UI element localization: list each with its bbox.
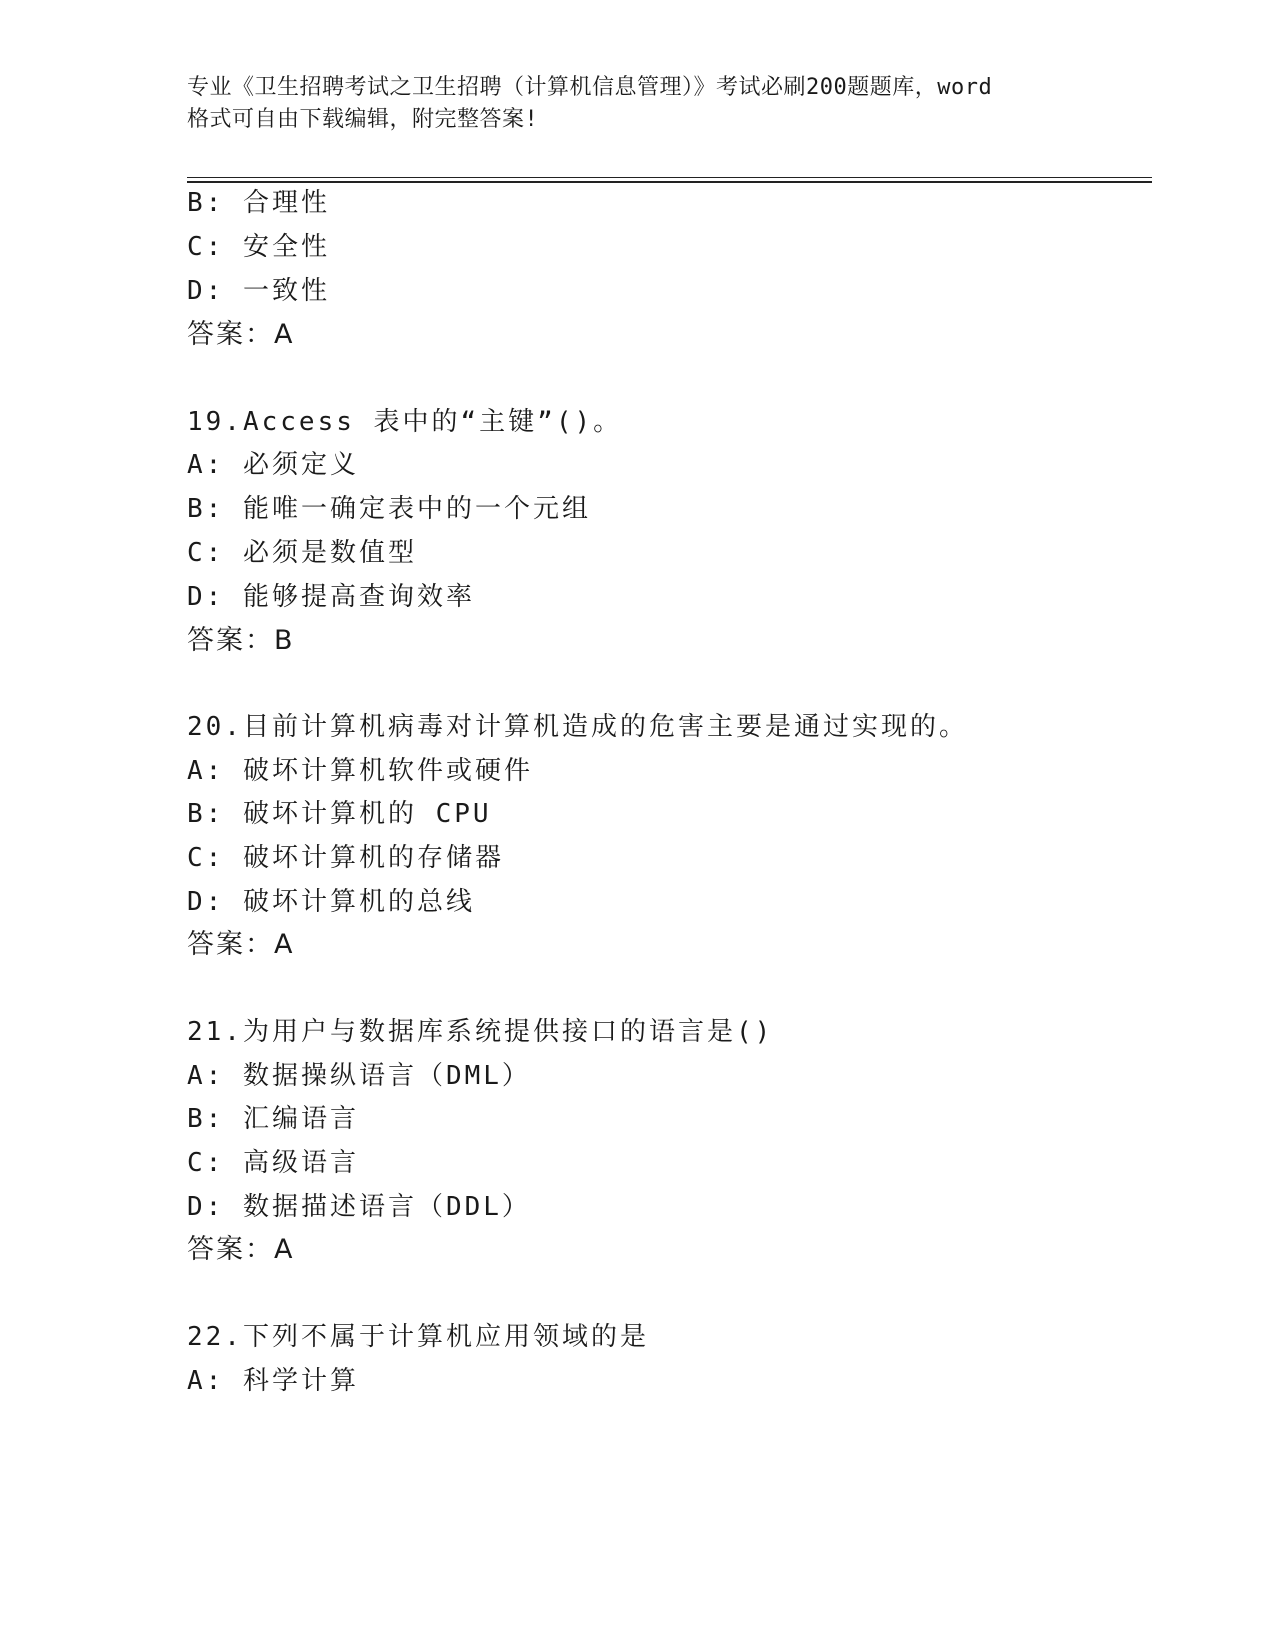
header-divider-thin <box>187 177 1152 178</box>
q18-option-d: D: 一致性 <box>187 276 330 306</box>
q19-option-c: C: 必须是数值型 <box>187 538 417 568</box>
q21-option-b: B: 汇编语言 <box>187 1104 359 1134</box>
q19-answer: 答案：B <box>187 625 295 656</box>
q22-question: 22.下列不属于计算机应用领域的是 <box>187 1322 649 1352</box>
q20-option-c: C: 破坏计算机的存储器 <box>187 843 504 873</box>
q20-question: 20.目前计算机病毒对计算机造成的危害主要是通过实现的。 <box>187 712 968 742</box>
q19-option-a: A: 必须定义 <box>187 450 359 480</box>
q18-option-b: B: 合理性 <box>187 188 330 218</box>
q19-option-b: B: 能唯一确定表中的一个元组 <box>187 494 591 524</box>
document-header <box>187 72 1087 136</box>
q21-answer: 答案：A <box>187 1234 295 1265</box>
header-line-2: 格式可自由下载编辑，附完整答案! <box>187 107 539 132</box>
q18-answer: 答案：A <box>187 319 295 350</box>
q21-question: 21.为用户与数据库系统提供接口的语言是() <box>187 1017 774 1047</box>
q20-option-b: B: 破坏计算机的 CPU <box>187 799 492 829</box>
q20-option-a: A: 破坏计算机软件或硬件 <box>187 756 533 786</box>
q20-answer: 答案：A <box>187 929 295 960</box>
header-line-1: 专业《卫生招聘考试之卫生招聘（计算机信息管理）》考试必刷200题题库，word <box>187 75 993 100</box>
q18-option-c: C: 安全性 <box>187 232 330 262</box>
q21-option-c: C: 高级语言 <box>187 1148 359 1178</box>
header-divider-thick <box>187 181 1152 183</box>
q22-option-a: A: 科学计算 <box>187 1366 359 1396</box>
q20-option-d: D: 破坏计算机的总线 <box>187 887 475 917</box>
q21-option-a: A: 数据操纵语言（DML） <box>187 1061 531 1091</box>
q21-option-d: D: 数据描述语言（DDL） <box>187 1192 531 1222</box>
q19-question: 19.Access 表中的“主键”()。 <box>187 407 623 437</box>
q19-option-d: D: 能够提高查询效率 <box>187 582 475 612</box>
